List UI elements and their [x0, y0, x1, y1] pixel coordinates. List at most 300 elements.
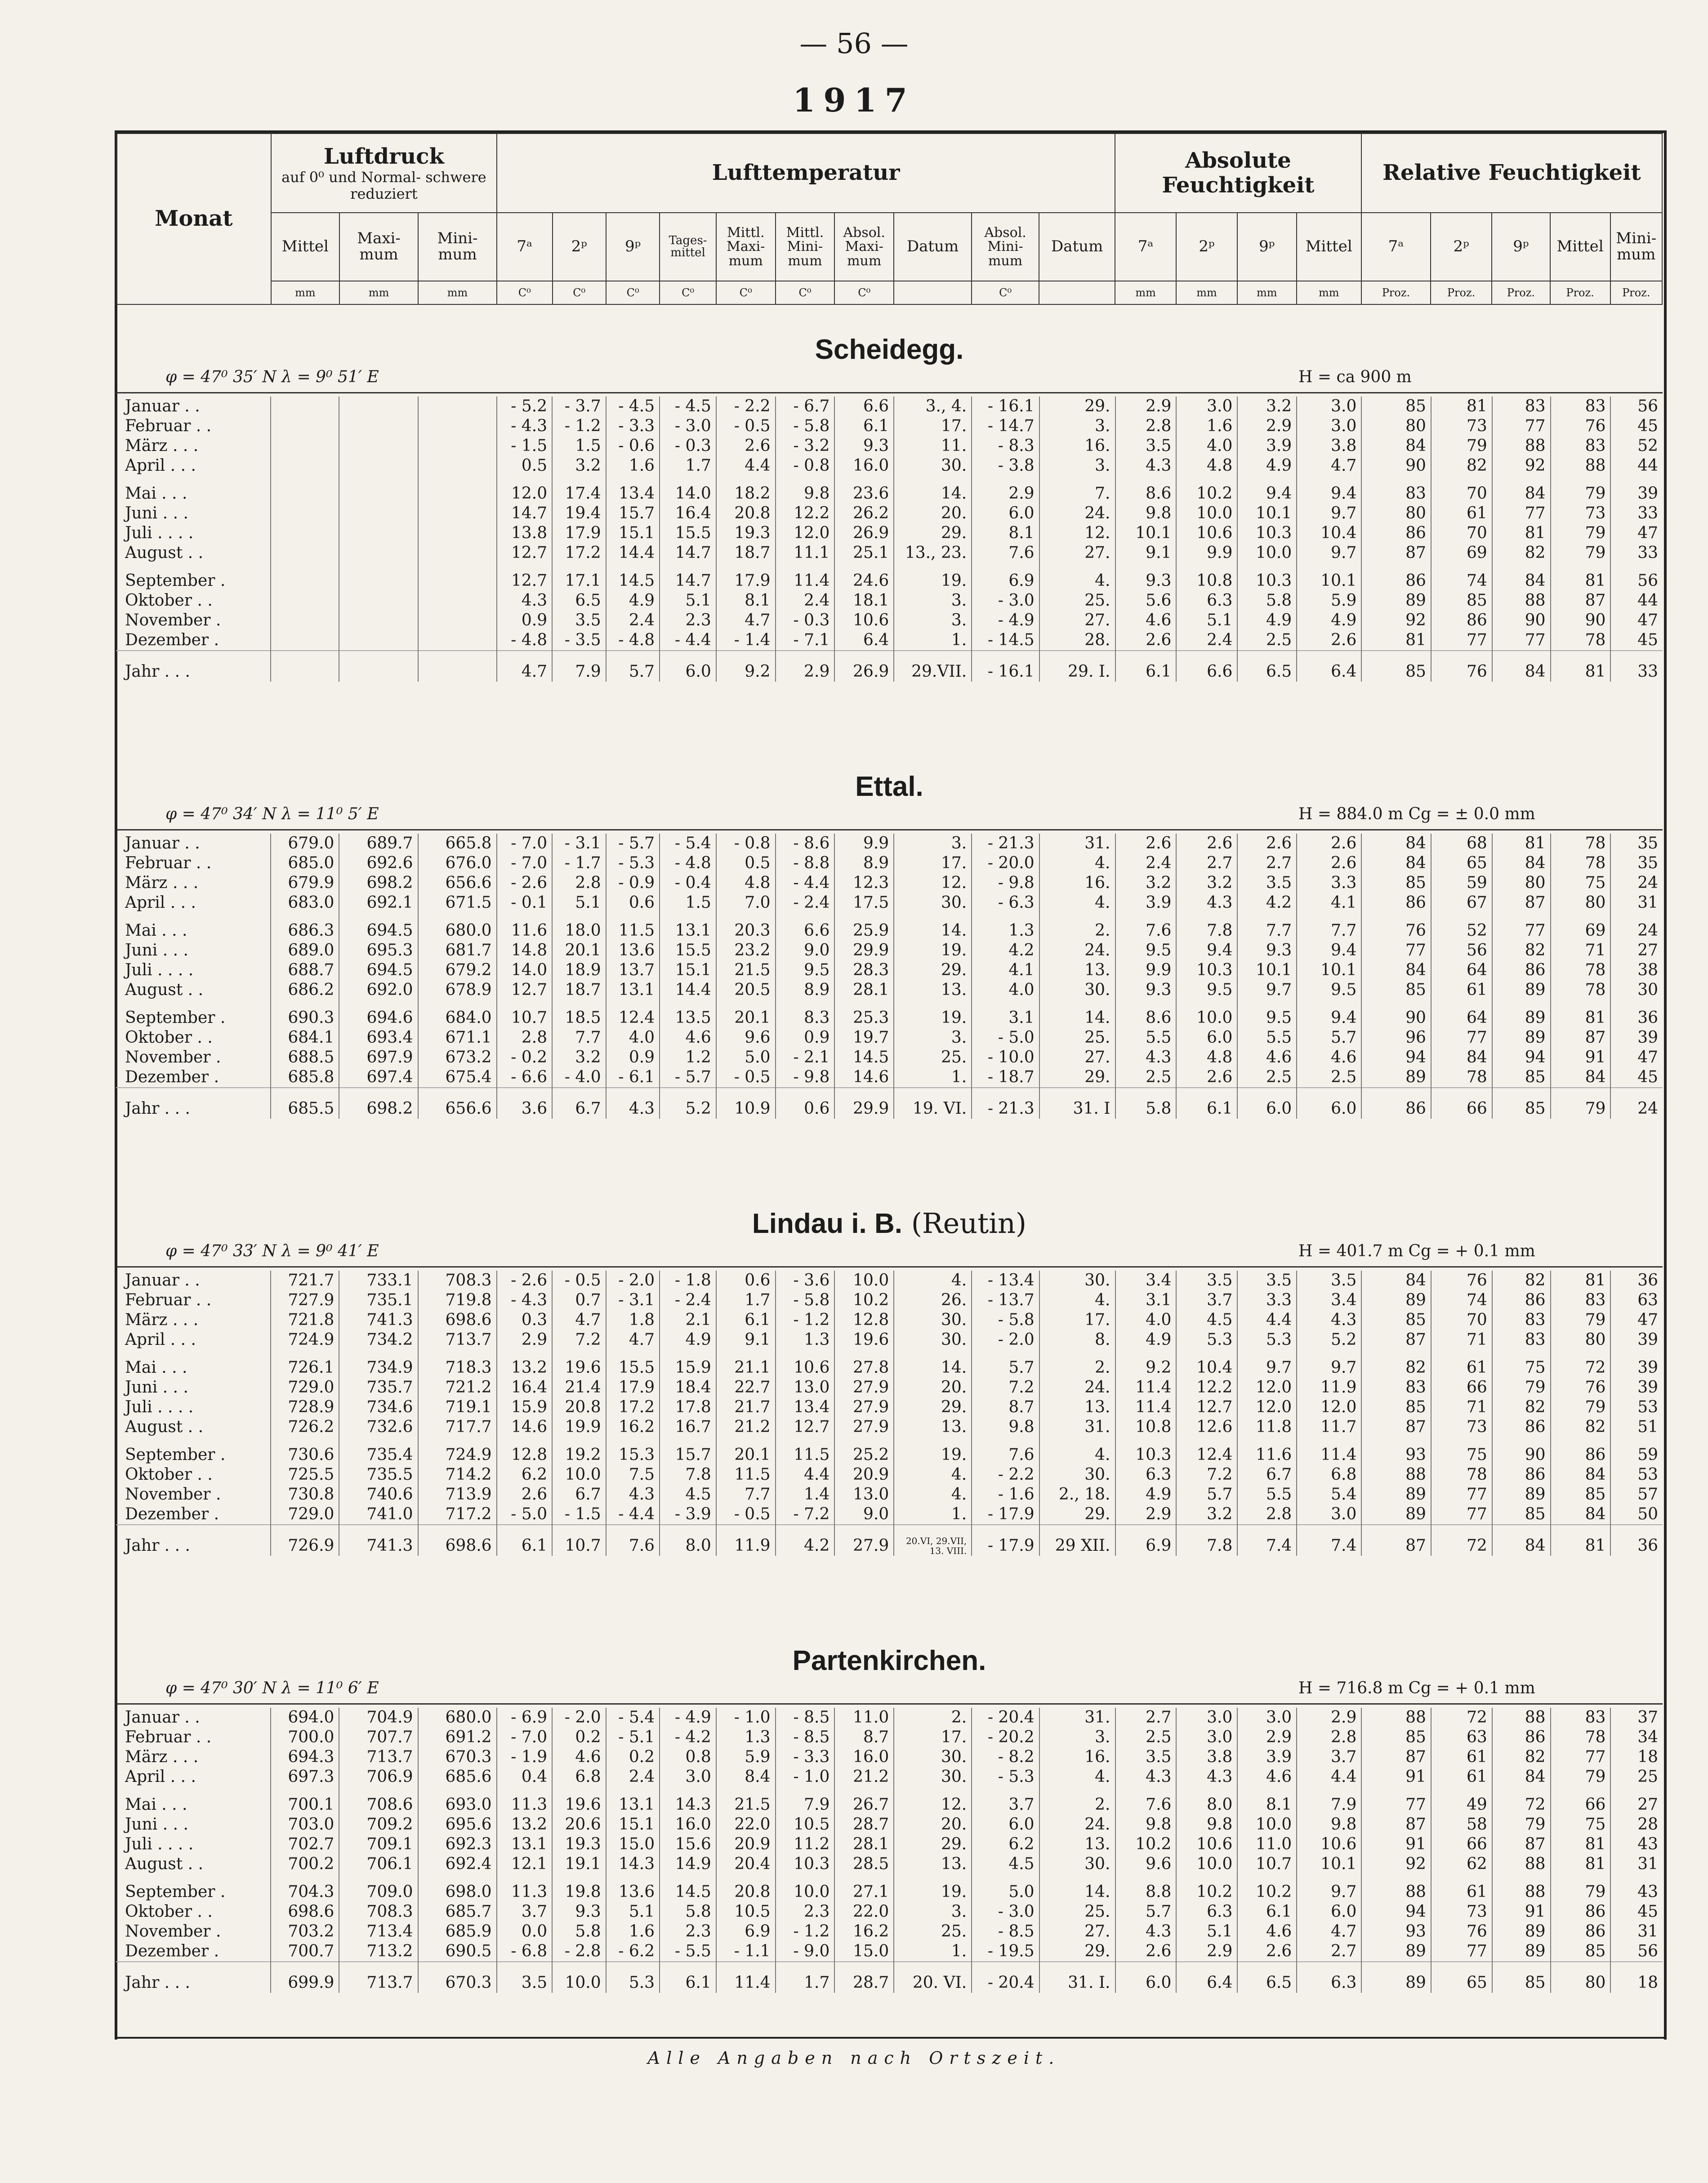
data-cell: 27 [1610, 941, 1663, 960]
data-cell: 73 [1431, 416, 1492, 436]
data-cell: 52 [1610, 436, 1663, 456]
data-cell: 76 [1551, 1378, 1611, 1397]
data-cell: 9.8 [776, 476, 835, 504]
data-cell [271, 397, 339, 416]
data-cell: 700.0 [271, 1728, 339, 1747]
data-cell: 27.9 [834, 1417, 894, 1437]
station-separator [116, 1703, 1663, 1705]
data-cell: - 0.5 [716, 1067, 776, 1088]
station-name: Partenkirchen. [792, 1645, 986, 1676]
data-cell: 5.0 [716, 1048, 776, 1067]
unit-label: mm [339, 281, 418, 304]
month-label: Dezember . [125, 631, 219, 649]
unit-label: C⁰ [716, 281, 776, 304]
data-cell: 0.6 [716, 1271, 776, 1290]
data-cell: 87 [1492, 893, 1551, 913]
data-cell: 84 [1361, 853, 1431, 873]
data-cell: 690.5 [418, 1942, 497, 1962]
data-cell: 11.4 [1297, 1437, 1361, 1465]
data-cell: 3.7 [1176, 1290, 1237, 1310]
data-cell: 29. [894, 960, 972, 980]
data-cell: 15.5 [606, 1350, 660, 1378]
data-cell: 6.9 [1115, 1525, 1177, 1556]
data-cell: 3.7 [972, 1787, 1039, 1815]
data-cell: 3.0 [660, 1767, 716, 1787]
data-cell: - 6.9 [497, 1708, 553, 1728]
data-cell [339, 630, 418, 651]
data-cell: 92 [1361, 1854, 1431, 1874]
data-cell: 688.7 [271, 960, 339, 980]
data-cell: 7.6 [1115, 913, 1177, 941]
data-cell: 64 [1431, 960, 1492, 980]
unit-label: mm [418, 281, 497, 304]
data-cell: 14.9 [660, 1854, 716, 1874]
data-cell: 9.5 [1115, 941, 1177, 960]
data-cell: 15.7 [660, 1437, 716, 1465]
station-coordinates: φ = 47⁰ 35′ N λ = 9⁰ 51′ E [165, 368, 379, 386]
data-cell: 10.0 [776, 1874, 835, 1902]
data-cell: 690.3 [271, 1000, 339, 1028]
data-cell [418, 523, 497, 543]
month-label: Juni . . . [125, 941, 188, 960]
data-cell: 56 [1610, 1942, 1663, 1962]
data-cell [418, 436, 497, 456]
data-cell: 70 [1431, 1310, 1492, 1330]
data-cell: 80 [1361, 504, 1431, 523]
data-cell: 27 [1610, 1787, 1663, 1815]
table-row [116, 1067, 1663, 1088]
data-cell: 726.9 [271, 1525, 339, 1556]
data-cell: 3.9 [1237, 1747, 1297, 1767]
header-abs-feuchtigkeit: Absolute Feuchtigkeit [1115, 134, 1361, 213]
table-row [116, 416, 1663, 436]
data-cell: 6.3 [1115, 1465, 1177, 1485]
data-cell: 4.3 [497, 591, 553, 611]
data-cell: 14.5 [606, 563, 660, 591]
data-cell: 699.9 [271, 1962, 339, 1993]
data-cell: 2.9 [1237, 416, 1297, 436]
data-cell: 1. [894, 630, 972, 651]
data-cell: 20.4 [716, 1854, 776, 1874]
data-cell: 6.6 [776, 913, 835, 941]
data-cell: 12.2 [776, 504, 835, 523]
data-cell: 13.7 [606, 960, 660, 980]
month-label: Jahr . . . [116, 1525, 271, 1556]
data-cell: 2.9 [1115, 1504, 1177, 1525]
data-cell: 77 [1492, 913, 1551, 941]
data-cell: 697.3 [271, 1767, 339, 1787]
data-cell: 19.4 [552, 504, 606, 523]
data-cell: 697.4 [339, 1067, 418, 1088]
data-cell: 685.6 [418, 1767, 497, 1787]
data-cell: 709.1 [339, 1835, 418, 1854]
data-cell: 6.2 [497, 1465, 553, 1485]
data-cell: - 7.0 [497, 1728, 553, 1747]
col-header: Mittel [271, 213, 339, 281]
data-cell: 6.1 [1237, 1902, 1297, 1922]
data-cell: 28. [1039, 630, 1115, 651]
table-row [116, 456, 1663, 476]
month-label: Oktober . . [125, 1028, 213, 1047]
data-cell: 90 [1361, 1000, 1431, 1028]
data-cell: 6.4 [1297, 651, 1361, 682]
month-label: Oktober . . [125, 1902, 213, 1921]
data-cell [339, 543, 418, 563]
data-cell: 85 [1551, 1485, 1611, 1504]
data-cell: 8.1 [716, 591, 776, 611]
data-cell: 3.1 [1115, 1290, 1177, 1310]
data-cell: 27. [1039, 1048, 1115, 1067]
data-cell: 81 [1431, 397, 1492, 416]
data-cell: 4.6 [1237, 1048, 1297, 1067]
data-cell: 89 [1361, 591, 1431, 611]
data-cell: - 0.5 [552, 1271, 606, 1290]
data-cell: 27. [1039, 1922, 1115, 1942]
data-cell: 84 [1361, 1271, 1431, 1290]
data-cell: 19.7 [834, 1028, 894, 1048]
data-cell: - 8.5 [972, 1922, 1039, 1942]
data-cell: 29. [894, 523, 972, 543]
data-cell: - 0.6 [606, 436, 660, 456]
data-cell: - 14.5 [972, 630, 1039, 651]
data-cell: 2.3 [660, 1922, 716, 1942]
data-cell: 85 [1551, 1942, 1611, 1962]
data-cell: - 20.2 [972, 1728, 1039, 1747]
month-label: Dezember . [125, 1068, 219, 1086]
data-cell: 9.2 [716, 651, 776, 682]
data-cell: 82 [1492, 1271, 1551, 1290]
data-cell: 13.4 [606, 476, 660, 504]
month-label: Dezember . [125, 1942, 219, 1960]
data-cell: - 3.2 [776, 436, 835, 456]
data-cell: 89 [1492, 980, 1551, 1000]
table-row [116, 504, 1663, 523]
header-luftdruck-sub: auf 0⁰ und Normal- schwere reduziert [281, 168, 486, 202]
data-cell: - 2.0 [552, 1708, 606, 1728]
data-cell: 72 [1431, 1525, 1492, 1556]
data-cell: 79 [1551, 1310, 1611, 1330]
data-cell: 10.7 [552, 1525, 606, 1556]
data-cell: 83 [1361, 476, 1431, 504]
data-cell: 4.6 [552, 1747, 606, 1767]
data-cell: 4.7 [1297, 456, 1361, 476]
data-cell: 10.2 [1176, 1874, 1237, 1902]
data-cell: 2.6 [1297, 630, 1361, 651]
unit-label [1039, 281, 1115, 304]
data-cell: 87 [1361, 1330, 1431, 1350]
data-cell: - 5.4 [660, 834, 716, 853]
station-coordinates: φ = 47⁰ 33′ N λ = 9⁰ 41′ E [165, 1242, 379, 1260]
data-cell: 73 [1431, 1417, 1492, 1437]
data-cell: - 5.1 [606, 1728, 660, 1747]
table-frame-bottom [115, 2037, 1664, 2039]
data-cell: 713.7 [339, 1747, 418, 1767]
data-cell: 7.6 [972, 543, 1039, 563]
data-cell: - 6.8 [497, 1942, 553, 1962]
data-cell: 692.1 [339, 893, 418, 913]
data-cell: 86 [1361, 523, 1431, 543]
data-cell: 4.9 [1297, 611, 1361, 630]
data-cell: 29. [894, 1397, 972, 1417]
data-cell: 80 [1361, 416, 1431, 436]
data-cell: 39 [1610, 1378, 1663, 1397]
data-cell: 0.4 [497, 1767, 553, 1787]
data-cell: 7.9 [552, 651, 606, 682]
data-cell: 675.4 [418, 1067, 497, 1088]
data-cell: 78 [1551, 1728, 1611, 1747]
data-cell: 61 [1431, 1350, 1492, 1378]
data-cell: 2.9 [972, 476, 1039, 504]
data-cell: 77 [1431, 1504, 1492, 1525]
data-cell: 7.7 [1237, 913, 1297, 941]
data-cell: 24 [1610, 1088, 1663, 1119]
data-cell: 74 [1431, 563, 1492, 591]
month-label: Dezember . [125, 1505, 219, 1523]
data-cell: 10.2 [1115, 1835, 1177, 1854]
month-label: März . . . [125, 1748, 199, 1766]
data-cell: 673.2 [418, 1048, 497, 1067]
data-cell: 11.5 [776, 1437, 835, 1465]
data-cell: 5.6 [1115, 591, 1177, 611]
data-cell: 5.5 [1237, 1028, 1297, 1048]
data-cell: 2., 18. [1039, 1485, 1115, 1504]
data-cell: 730.6 [271, 1437, 339, 1465]
data-cell [339, 563, 418, 591]
data-cell: 4.5 [660, 1485, 716, 1504]
data-cell: 2. [1039, 1787, 1115, 1815]
data-cell: 82 [1492, 543, 1551, 563]
data-cell: - 1.2 [776, 1922, 835, 1942]
data-cell: 12.7 [497, 563, 553, 591]
data-cell: 79 [1492, 1815, 1551, 1835]
table-row [116, 1854, 1663, 1874]
unit-label: mm [1237, 281, 1297, 304]
data-cell: 81 [1551, 1835, 1611, 1854]
data-cell: 729.0 [271, 1504, 339, 1525]
data-cell: 698.0 [418, 1874, 497, 1902]
data-cell: 64 [1431, 1000, 1492, 1028]
data-cell: 16.4 [497, 1378, 553, 1397]
data-cell: 10.0 [1237, 543, 1297, 563]
data-cell: 7.8 [1176, 913, 1237, 941]
data-cell: 4.7 [1297, 1922, 1361, 1942]
data-cell: 3.1 [972, 1000, 1039, 1028]
data-cell: 9.5 [776, 960, 835, 980]
data-cell: 77 [1492, 416, 1551, 436]
data-cell: 13. [894, 1854, 972, 1874]
data-cell: 4.3 [606, 1088, 660, 1119]
data-cell: 74 [1431, 1290, 1492, 1310]
data-cell: 735.5 [339, 1465, 418, 1485]
data-cell: 5.5 [1237, 1485, 1297, 1504]
data-cell: 84 [1551, 1504, 1611, 1525]
data-cell: 1.3 [776, 1330, 835, 1350]
data-cell: 19. [894, 1000, 972, 1028]
data-cell: - 4.4 [660, 630, 716, 651]
data-cell: - 4.8 [497, 630, 553, 651]
data-cell: - 3.1 [552, 834, 606, 853]
data-cell: 11.9 [716, 1525, 776, 1556]
data-cell: 28.7 [834, 1815, 894, 1835]
data-cell: 13.6 [606, 941, 660, 960]
month-label: Februar . . [125, 1728, 212, 1746]
data-cell: 69 [1431, 543, 1492, 563]
header-lufttemperatur: Lufttemperatur [497, 134, 1115, 213]
data-cell: 36 [1610, 1000, 1663, 1028]
data-cell: 12.6 [1176, 1417, 1237, 1437]
data-cell: 0.6 [606, 893, 660, 913]
data-cell: 85 [1361, 1397, 1431, 1417]
data-cell: 0.8 [660, 1747, 716, 1767]
data-cell: 3.5 [1237, 1271, 1297, 1290]
data-cell: 6.6 [1176, 651, 1237, 682]
data-cell: 20.8 [716, 504, 776, 523]
data-cell: 728.9 [271, 1397, 339, 1417]
data-cell: 90 [1361, 456, 1431, 476]
data-cell: 81 [1551, 1271, 1611, 1290]
data-cell: 20.1 [716, 1000, 776, 1028]
data-cell: 83 [1551, 436, 1611, 456]
table-row [116, 1330, 1663, 1350]
table-row [116, 1902, 1663, 1922]
data-cell: 20.9 [716, 1835, 776, 1854]
data-cell: 4.9 [1237, 456, 1297, 476]
data-cell: 57 [1610, 1485, 1663, 1504]
data-cell: 81 [1492, 523, 1551, 543]
data-cell: 30. [1039, 1465, 1115, 1485]
data-cell: 8.7 [972, 1397, 1039, 1417]
data-cell: 21.7 [716, 1397, 776, 1417]
data-cell: 3.3 [1297, 873, 1361, 893]
data-cell: 2.6 [1297, 834, 1361, 853]
data-cell: 19.9 [552, 1417, 606, 1437]
data-cell: 11.2 [776, 1835, 835, 1854]
station-table [116, 397, 1663, 682]
data-cell: 27.9 [834, 1378, 894, 1397]
data-cell: 61 [1431, 1747, 1492, 1767]
data-cell: 10.8 [1176, 563, 1237, 591]
data-cell: 2.5 [1297, 1067, 1361, 1088]
data-cell: 8.1 [1237, 1787, 1297, 1815]
data-cell: 4.6 [1237, 1767, 1297, 1787]
data-cell: 29. [1039, 1504, 1115, 1525]
data-cell: 10.3 [1237, 563, 1297, 591]
data-cell: 81 [1551, 1000, 1611, 1028]
data-cell: - 16.1 [972, 397, 1039, 416]
year-summary-row [116, 651, 1663, 682]
data-cell: - 4.5 [606, 397, 660, 416]
month-label: Juni . . . [125, 1815, 188, 1834]
unit-label: mm [1176, 281, 1237, 304]
data-cell: - 1.8 [660, 1271, 716, 1290]
data-cell: 65 [1431, 1962, 1492, 1993]
data-cell: 19. [894, 1874, 972, 1902]
data-cell: 78 [1431, 1067, 1492, 1088]
data-cell: 686.3 [271, 913, 339, 941]
table-row [116, 1397, 1663, 1417]
month-label: Mai . . . [125, 484, 187, 503]
data-cell: 15.6 [660, 1835, 716, 1854]
data-cell: - 3.0 [660, 416, 716, 436]
table-row [116, 1874, 1663, 1902]
data-cell: 7.8 [660, 1465, 716, 1485]
unit-label: mm [1115, 281, 1176, 304]
data-cell: 87 [1361, 1525, 1431, 1556]
table-row [116, 397, 1663, 416]
data-cell: - 4.5 [660, 397, 716, 416]
data-cell: 17. [894, 853, 972, 873]
data-cell: 2.3 [776, 1902, 835, 1922]
table-row [116, 1290, 1663, 1310]
month-label: Januar . . [125, 397, 200, 415]
data-cell: 86 [1492, 960, 1551, 980]
data-cell: 17. [894, 416, 972, 436]
data-cell: 4.0 [606, 1028, 660, 1048]
data-cell: 10.6 [834, 611, 894, 630]
data-cell: - 2.2 [716, 397, 776, 416]
data-cell: 10.2 [1237, 1874, 1297, 1902]
data-cell: 91 [1361, 1767, 1431, 1787]
month-label: September . [125, 1009, 226, 1027]
data-cell: 59 [1610, 1437, 1663, 1465]
data-cell: 4.3 [1297, 1310, 1361, 1330]
data-cell: 14.7 [497, 504, 553, 523]
data-cell: 2.9 [497, 1330, 553, 1350]
data-cell: 45 [1610, 1067, 1663, 1088]
data-cell: - 3.3 [606, 416, 660, 436]
data-cell: 7.8 [1176, 1525, 1237, 1556]
data-cell: 82 [1492, 1747, 1551, 1767]
data-cell: 4.3 [1115, 456, 1177, 476]
data-cell: 5.7 [1176, 1485, 1237, 1504]
data-cell: 0.0 [497, 1922, 553, 1942]
column-header [116, 133, 1663, 305]
data-cell: 692.0 [339, 980, 418, 1000]
data-cell: 7.2 [552, 1330, 606, 1350]
data-cell: 2.9 [1115, 397, 1177, 416]
data-cell: 725.5 [271, 1465, 339, 1485]
data-cell: 31. [1039, 1417, 1115, 1437]
data-cell: 2.5 [1237, 1067, 1297, 1088]
data-cell: 76 [1361, 913, 1431, 941]
data-cell: 10.4 [1297, 523, 1361, 543]
data-cell: 88 [1361, 1874, 1431, 1902]
data-cell: - 4.8 [606, 630, 660, 651]
data-cell: 3.4 [1297, 1290, 1361, 1310]
data-cell: 2.9 [1237, 1728, 1297, 1747]
data-cell: 3.0 [1176, 1728, 1237, 1747]
data-cell: 81 [1492, 834, 1551, 853]
data-cell: 665.8 [418, 834, 497, 853]
data-cell: 8.8 [1115, 1874, 1177, 1902]
data-cell: 28.7 [834, 1962, 894, 1993]
data-cell: 84 [1492, 651, 1551, 682]
unit-label: Proz. [1492, 281, 1550, 304]
data-cell: 81 [1551, 651, 1611, 682]
data-cell: 1.6 [606, 456, 660, 476]
data-cell: 7.7 [1297, 913, 1361, 941]
data-cell: 20.6 [552, 1815, 606, 1835]
station-name: Lindau i. B. [752, 1208, 903, 1239]
data-cell: 2.8 [497, 1028, 553, 1048]
data-cell [339, 591, 418, 611]
month-label: August . . [125, 544, 204, 562]
data-cell: - 1.5 [497, 436, 553, 456]
data-cell: 708.3 [339, 1902, 418, 1922]
unit-label: mm [271, 281, 339, 304]
data-cell: 9.6 [1115, 1854, 1177, 1874]
data-cell: 679.0 [271, 834, 339, 853]
